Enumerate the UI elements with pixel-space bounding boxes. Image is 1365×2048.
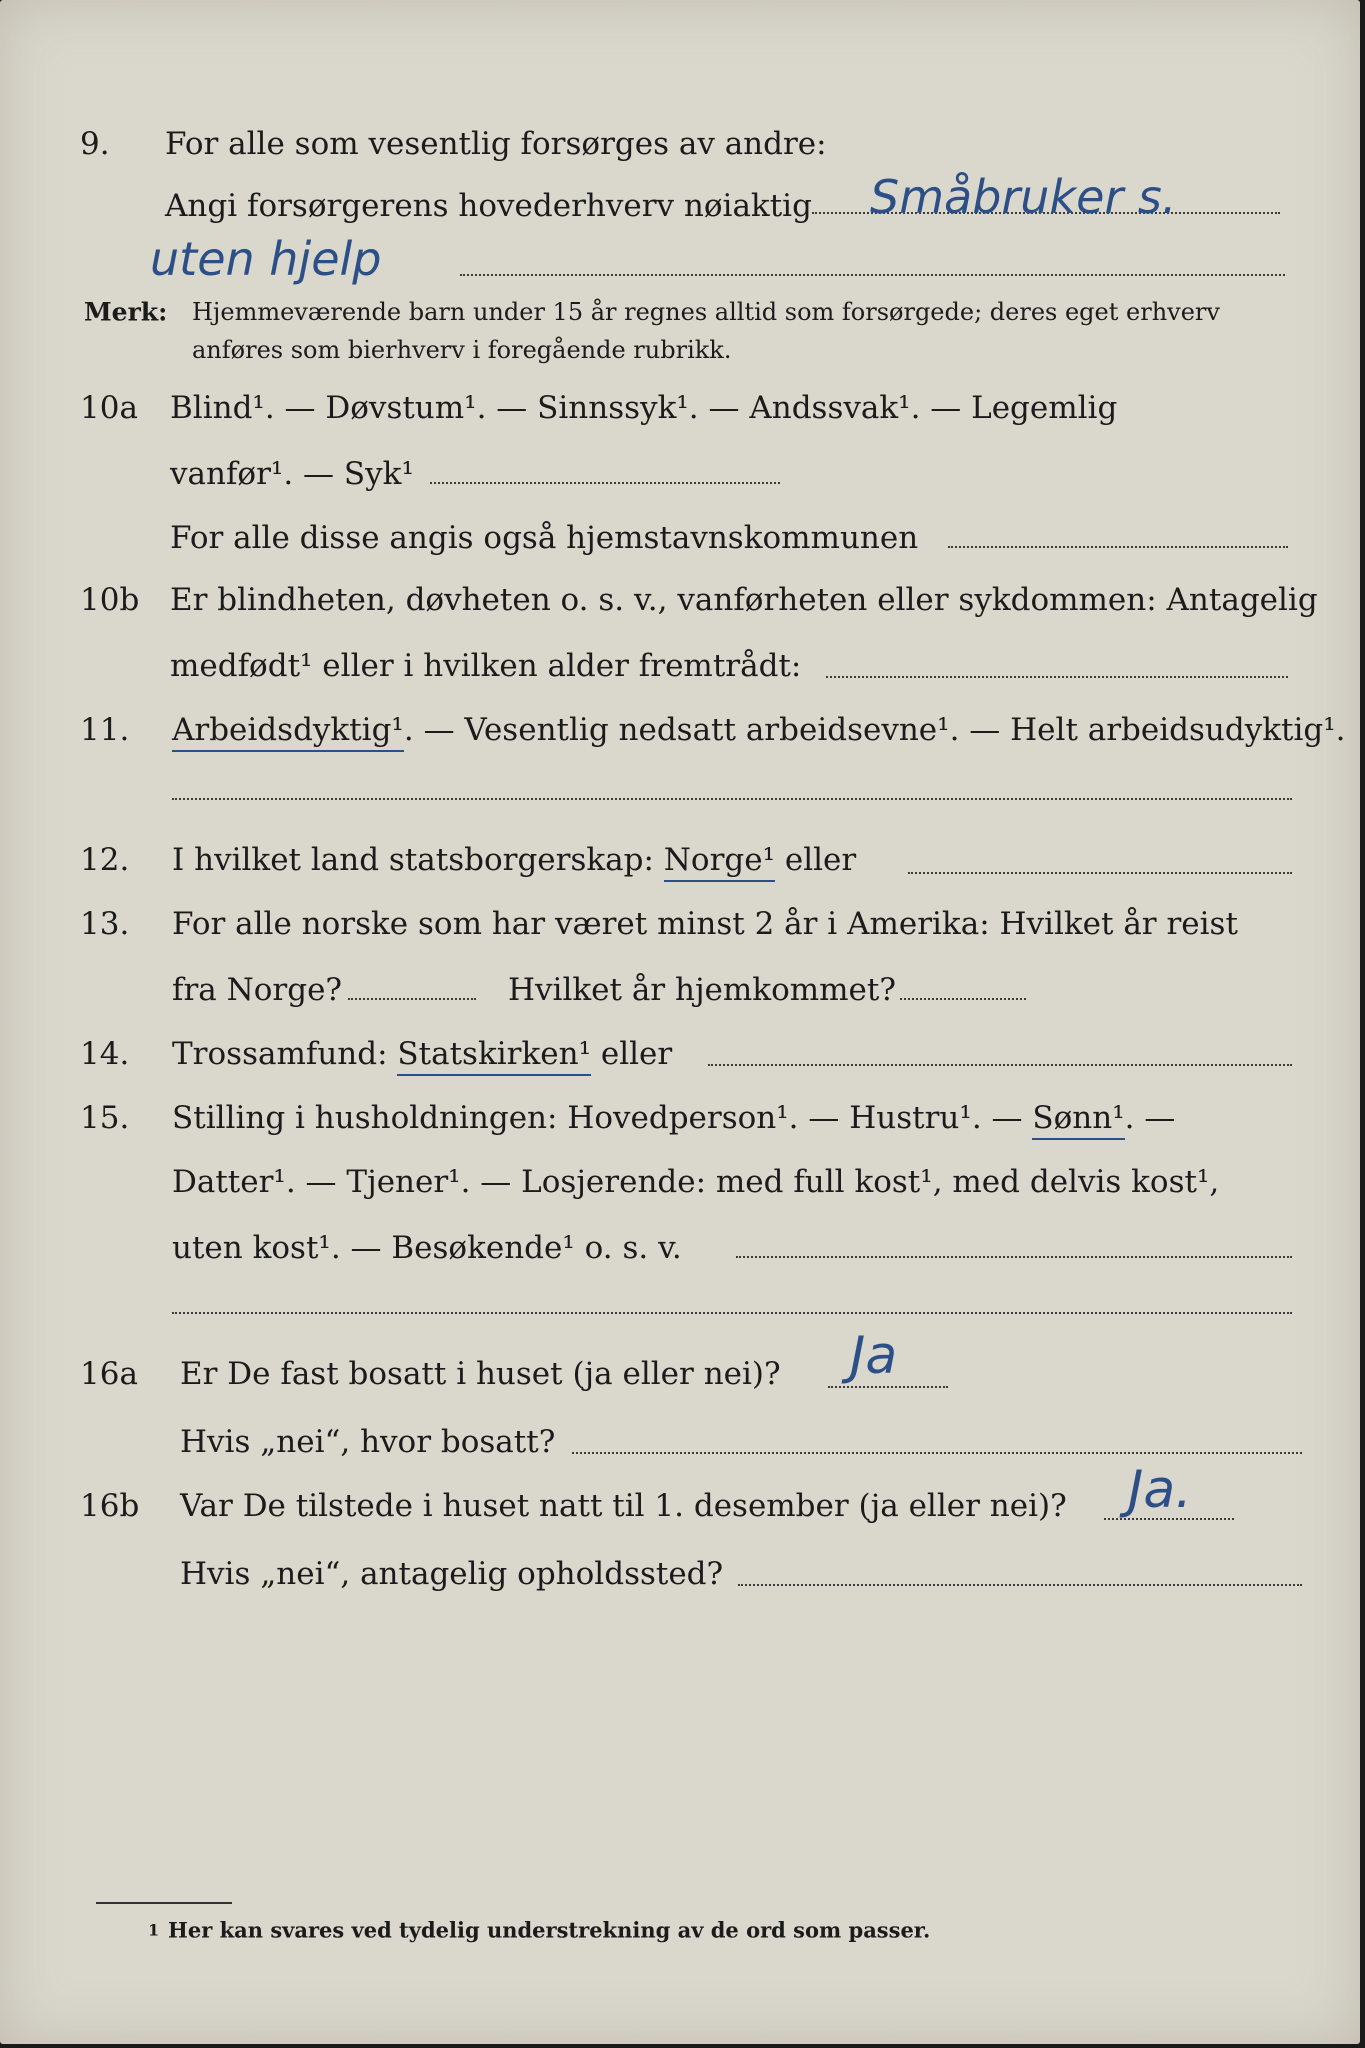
answer-line[interactable]	[948, 546, 1288, 548]
item-11-line1	[0, 700, 1365, 760]
item-text: uten kost¹. — Besøkende¹ o. s. v.	[172, 1230, 682, 1266]
footnote-divider	[96, 1902, 232, 1904]
item-text-line	[172, 712, 1346, 748]
merk-label: Merk:	[84, 297, 168, 327]
item-number: 10b	[80, 582, 140, 618]
underlined-choice: Statskirken¹	[397, 1036, 591, 1076]
item-text: eller	[775, 842, 857, 878]
item-12-line1	[0, 830, 1365, 890]
item-number: 15.	[80, 1100, 130, 1136]
item-number: 16b	[80, 1488, 140, 1524]
answer-line[interactable]	[826, 676, 1288, 678]
answer-line[interactable]	[708, 1064, 1292, 1066]
item-text-line	[172, 842, 856, 878]
item-text: medfødt¹ eller i hvilken alder fremtrådt:	[170, 648, 802, 684]
item-text: Er blindheten, døvheten o. s. v., vanførheten eller sykdommen: Antagelig	[170, 582, 1318, 618]
item-15-line2	[0, 1152, 1365, 1212]
item-text: Hvis „nei“, hvor bosatt?	[180, 1424, 556, 1460]
item-13-line2	[0, 960, 1365, 1020]
answer-line[interactable]	[828, 1386, 948, 1388]
item-number: 9.	[80, 126, 110, 162]
item-text: Stilling i husholdningen: Hovedperson¹. — Hustru¹. —	[172, 1100, 1033, 1136]
item-15-line3	[0, 1218, 1365, 1278]
item-text: Var De tilstede i huset natt til 1. desember (ja eller nei)?	[180, 1488, 1067, 1524]
item-9-line1	[0, 114, 1365, 174]
underlined-choice: Sønn¹	[1032, 1100, 1124, 1140]
item-text-line	[172, 1036, 672, 1072]
underlined-choice: Norge¹	[664, 842, 775, 882]
answer-line[interactable]	[430, 482, 780, 484]
item-10a-line3	[0, 508, 1365, 568]
item-text: For alle disse angis også hjemstavnskommunen	[170, 520, 919, 556]
item-text: vanfør¹. — Syk¹	[170, 456, 414, 492]
item-number: 10a	[80, 390, 138, 426]
item-10a-line2	[0, 444, 1365, 504]
footnote-mark: 1	[148, 1920, 160, 1940]
item-13-line1	[0, 894, 1365, 954]
item-text-line	[172, 1100, 1175, 1136]
handwritten-answer: Småbruker s.	[870, 170, 1177, 224]
item-text: For alle norske som har været minst 2 år i Amerika: Hvilket år reist	[172, 906, 1238, 942]
item-16b-line1	[0, 1460, 1365, 1536]
answer-line[interactable]	[738, 1584, 1302, 1586]
footnote	[0, 1910, 1365, 1950]
item-text: . — Vesentlig nedsatt arbeidsevne¹. — Helt arbeidsudyktig¹.	[403, 712, 1346, 748]
answer-line[interactable]	[348, 998, 476, 1000]
item-16b-line2	[0, 1544, 1365, 1604]
item-10a-line1	[0, 378, 1365, 438]
item-text: eller	[591, 1036, 673, 1072]
merk-text: anføres som bierhverv i foregående rubrikk.	[192, 336, 732, 364]
item-text: fra Norge?	[172, 972, 343, 1008]
item-text: Hvilket år hjemkommet?	[508, 972, 896, 1008]
item-15-line4	[0, 1284, 1365, 1344]
item-text: . —	[1124, 1100, 1176, 1136]
underlined-choice: Arbeidsdyktig¹	[172, 712, 404, 752]
item-10b-line2	[0, 636, 1365, 696]
answer-line[interactable]	[572, 1452, 1302, 1454]
footnote-text: Her kan svares ved tydelig understrekning av de ord som passer.	[168, 1917, 931, 1943]
item-text: I hvilket land statsborgerskap:	[172, 842, 664, 878]
item-text: Angi forsørgerens hovederhverv nøiaktig	[165, 188, 812, 224]
merk-note-line2	[0, 328, 1365, 372]
merk-text: Hjemmeværende barn under 15 år regnes alltid som forsørgede; deres eget erhverv	[192, 298, 1220, 326]
handwritten-answer: Ja	[850, 1326, 898, 1386]
item-14-line1	[0, 1024, 1365, 1084]
answer-line[interactable]	[172, 1312, 1292, 1314]
item-text: Hvis „nei“, antagelig opholdssted?	[180, 1556, 724, 1592]
answer-line[interactable]	[736, 1256, 1292, 1258]
item-number: 13.	[80, 906, 130, 942]
answer-line[interactable]	[460, 274, 1285, 276]
item-text: Blind¹. — Døvstum¹. — Sinnssyk¹. — Andssvak¹. — Legemlig	[170, 390, 1118, 426]
item-15-line1	[0, 1088, 1365, 1148]
answer-line[interactable]	[908, 872, 1292, 874]
item-text: For alle som vesentlig forsørges av andre:	[165, 126, 827, 162]
item-text: Trossamfund:	[172, 1036, 398, 1072]
item-text: Er De fast bosatt i huset (ja eller nei)?	[180, 1356, 781, 1392]
item-9-line2	[0, 170, 1365, 236]
handwritten-answer: uten hjelp	[150, 232, 382, 286]
item-number: 12.	[80, 842, 130, 878]
item-text: Datter¹. — Tjener¹. — Losjerende: med full kost¹, med delvis kost¹,	[172, 1164, 1220, 1200]
item-16a-line1	[0, 1326, 1365, 1404]
item-number: 14.	[80, 1036, 130, 1072]
item-10b-line1	[0, 570, 1365, 630]
answer-line[interactable]	[172, 798, 1292, 800]
answer-line[interactable]	[900, 998, 1026, 1000]
handwritten-answer: Ja.	[1128, 1460, 1192, 1520]
item-number: 16a	[80, 1356, 138, 1392]
item-number: 11.	[80, 712, 130, 748]
item-11-line2	[0, 768, 1365, 828]
